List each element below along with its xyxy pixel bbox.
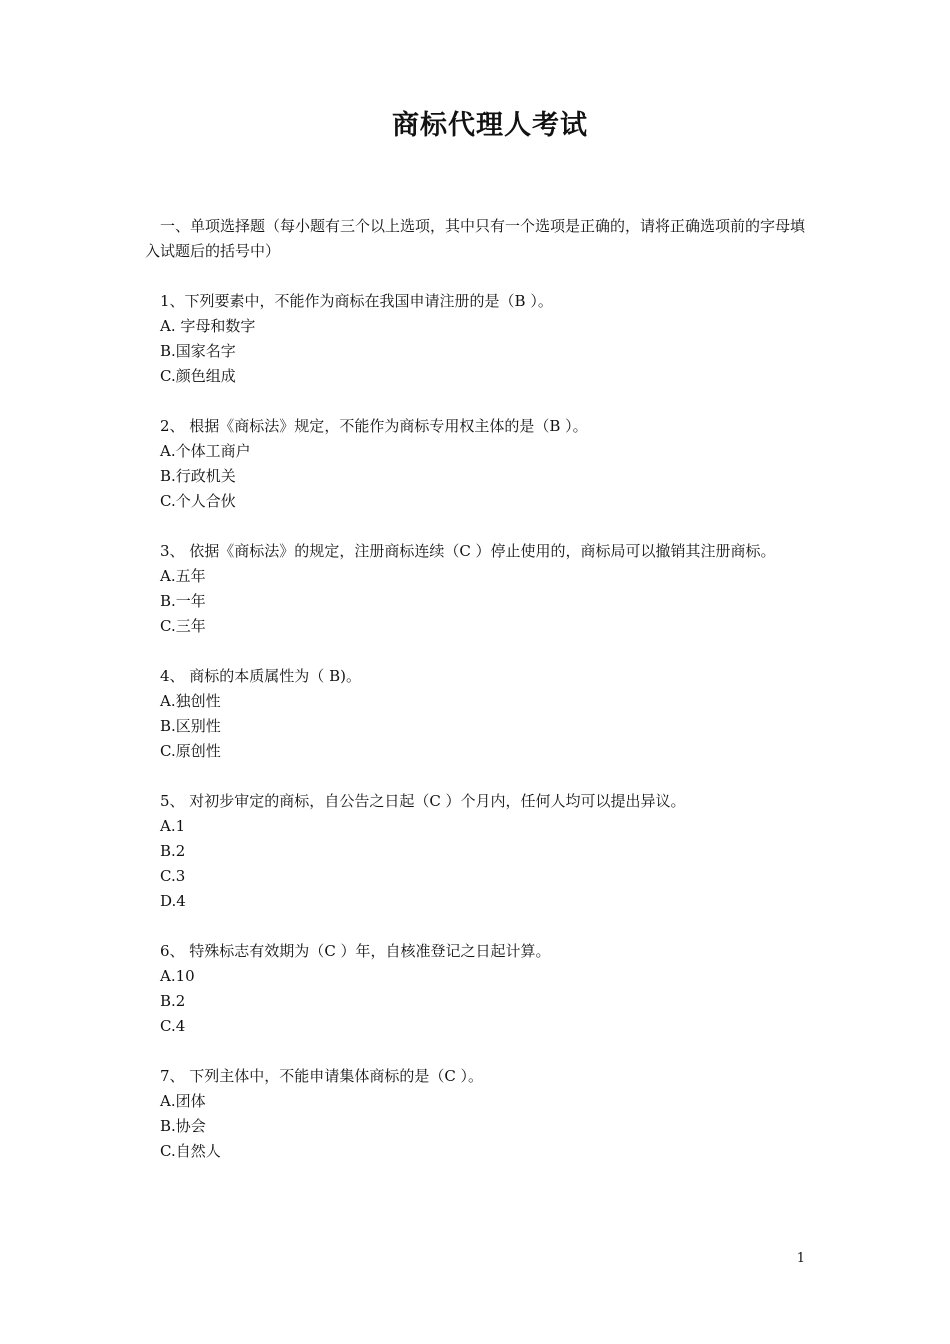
- question-7: [145, 1064, 810, 1164]
- question-5: [145, 789, 810, 914]
- option-b: B.国家名字: [160, 342, 236, 360]
- option-b: B.一年: [160, 592, 206, 610]
- option-c: C.个人合伙: [160, 492, 236, 510]
- question-text: 7、 下列主体中，不能申请集体商标的是（C ）。: [160, 1067, 484, 1085]
- question-text: 3、 依据《商标法》的规定，注册商标连续（C ）停止使用的，商标局可以撤销其注册商标。: [160, 542, 776, 560]
- option-a: A.10: [160, 967, 195, 985]
- page-number: 1: [796, 1251, 805, 1266]
- question-3: [145, 539, 810, 639]
- option-c: C.自然人: [160, 1142, 221, 1160]
- option-b: B.行政机关: [160, 467, 236, 485]
- question-text: 2、 根据《商标法》规定，不能作为商标专用权主体的是（B ）。: [160, 417, 588, 435]
- option-c: C.原创性: [160, 742, 221, 760]
- option-b: B.2: [160, 842, 186, 860]
- document-title: 商标代理人考试: [392, 110, 588, 141]
- question-6: [145, 939, 810, 1039]
- question-text: 4、 商标的本质属性为（ B)。: [160, 667, 361, 685]
- option-c: C.4: [160, 1017, 186, 1035]
- question-text: 1、下列要素中，不能作为商标在我国申请注册的是（B ）。: [160, 292, 553, 310]
- option-b: B.区别性: [160, 717, 221, 735]
- option-a: A.独创性: [160, 692, 221, 710]
- question-text: 5、 对初步审定的商标，自公告之日起（C ）个月内，任何人均可以提出异议。: [160, 792, 686, 810]
- option-c: C.3: [160, 867, 186, 885]
- option-a: A.团体: [160, 1092, 206, 1110]
- section-intro: 一、单项选择题（每小题有三个以上选项，其中只有一个选项是正确的，请将正确选项前的字母填入试题后的括号中）: [145, 217, 806, 260]
- option-a: A.个体工商户: [160, 442, 251, 460]
- option-a: A.五年: [160, 567, 206, 585]
- option-d: D.4: [160, 892, 186, 910]
- option-b: B.协会: [160, 1117, 206, 1135]
- option-c: C.三年: [160, 617, 206, 635]
- question-4: [145, 664, 810, 764]
- question-2: [145, 414, 810, 514]
- option-a: A. 字母和数字: [160, 317, 256, 335]
- document-body: [145, 214, 810, 1189]
- option-c: C.颜色组成: [160, 367, 236, 385]
- question-text: 6、 特殊标志有效期为（C ）年，自核准登记之日起计算。: [160, 942, 551, 960]
- option-a: A.1: [160, 817, 186, 835]
- question-1: [145, 289, 810, 389]
- option-b: B.2: [160, 992, 186, 1010]
